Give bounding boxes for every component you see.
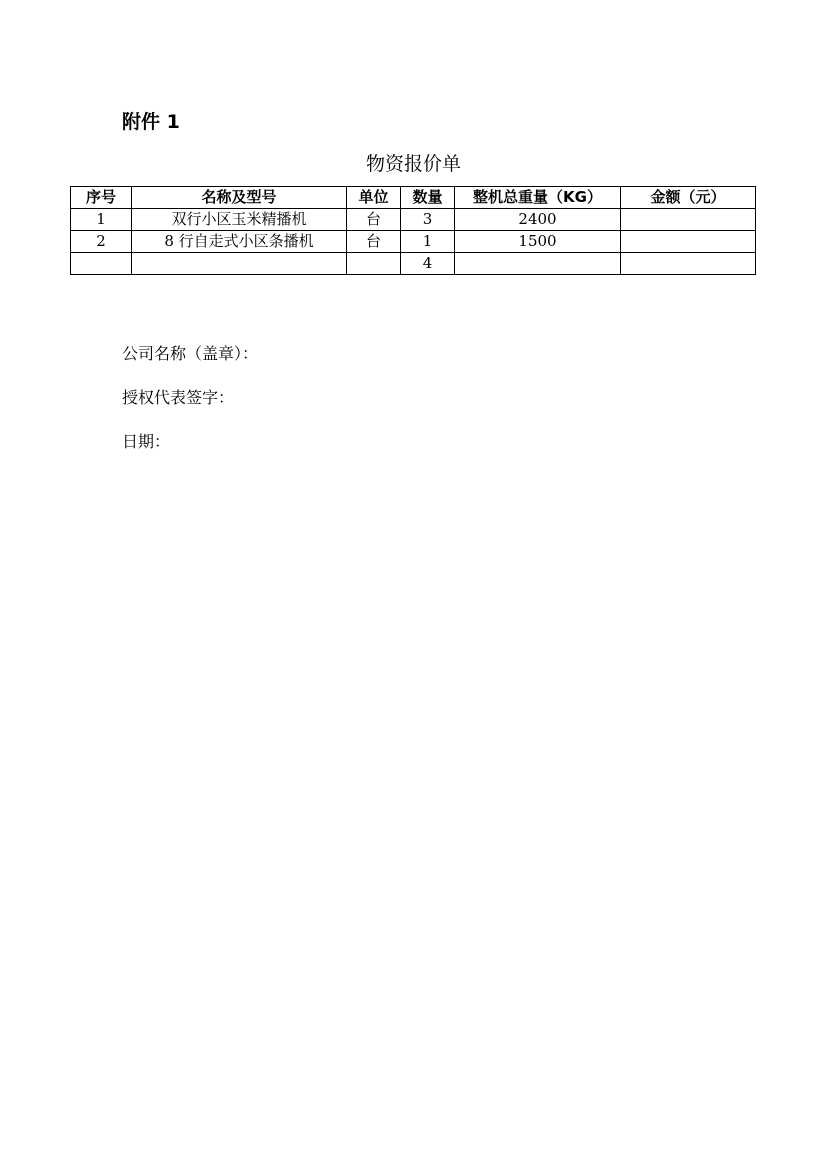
header-amount: 金额（元）: [621, 187, 756, 209]
cell-serial-number: [71, 253, 132, 275]
cell-quantity: 3: [401, 209, 455, 231]
quote-table: [70, 186, 756, 275]
cell-serial-number: 2: [71, 231, 132, 253]
header-quantity: 数量: [401, 187, 455, 209]
company-name-label: 公司名称（盖章）：: [122, 344, 259, 363]
cell-total-weight: 1500: [455, 231, 621, 253]
header-serial-number: 序号: [71, 187, 132, 209]
table-row: [71, 209, 756, 231]
cell-unit: [347, 253, 401, 275]
cell-amount: [621, 231, 756, 253]
cell-quantity: 1: [401, 231, 455, 253]
cell-name-model: [132, 253, 347, 275]
signature-label: 授权代表签字：: [122, 388, 235, 407]
date-label: 日期：: [122, 432, 171, 451]
cell-total-weight: 2400: [455, 209, 621, 231]
attachment-label: 附件 1: [122, 111, 180, 133]
cell-name-model: 双行小区玉米精播机: [132, 209, 347, 231]
document-title: 物资报价单: [365, 153, 461, 175]
cell-unit: 台: [347, 209, 401, 231]
table-row-total: [71, 253, 756, 275]
table-header-row: [71, 187, 756, 209]
table-row: [71, 231, 756, 253]
cell-quantity-total: 4: [401, 253, 455, 275]
header-total-weight: 整机总重量（KG）: [455, 187, 621, 209]
header-unit: 单位: [347, 187, 401, 209]
cell-unit: 台: [347, 231, 401, 253]
cell-amount: [621, 253, 756, 275]
header-name-model: 名称及型号: [132, 187, 347, 209]
cell-name-model: 8 行自走式小区条播机: [132, 231, 347, 253]
cell-amount: [621, 209, 756, 231]
cell-serial-number: 1: [71, 209, 132, 231]
cell-total-weight: [455, 253, 621, 275]
